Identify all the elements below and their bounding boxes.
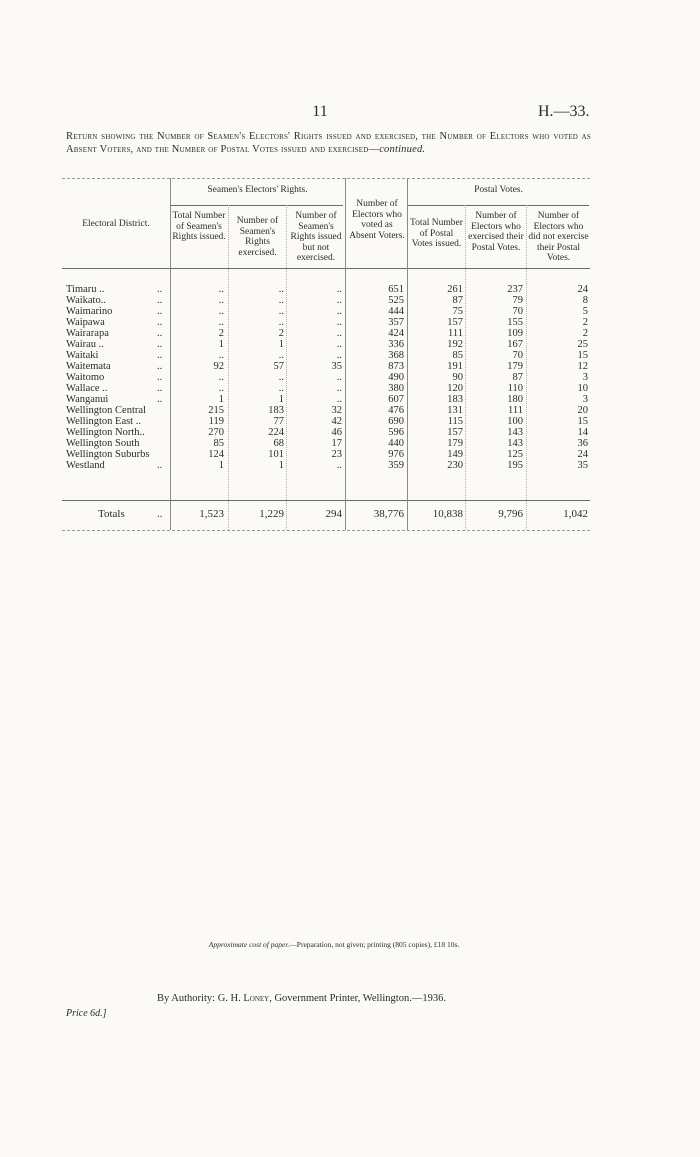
- leader-dots: ..: [157, 339, 163, 350]
- cell-rights-exercised: 183: [268, 405, 284, 416]
- leader-dots: ..: [157, 284, 163, 295]
- cell-rights-issued: 1: [218, 460, 224, 471]
- cell-absent-voters: 873: [388, 361, 404, 372]
- leader-dots: ..: [157, 460, 163, 471]
- cell-postal-exercised: 195: [507, 460, 523, 471]
- table-row: [62, 295, 590, 306]
- cell-postal-issued: 149: [447, 449, 463, 460]
- column-header-postal-issued: Total Number of Postal Votes issued.: [410, 218, 463, 249]
- district-name: Wellington South: [66, 438, 140, 449]
- cell-postal-not-exercised: 3: [582, 372, 588, 383]
- cell-postal-exercised: 179: [507, 361, 523, 372]
- document-reference: H.—33.: [538, 103, 590, 120]
- cost-note: [174, 940, 494, 949]
- cell-rights-issued: ..: [218, 350, 224, 361]
- cell-absent-voters: 525: [388, 295, 404, 306]
- cell-rights-issued: ..: [218, 295, 224, 306]
- cell-absent-voters: 490: [388, 372, 404, 383]
- leader-dots: ..: [157, 295, 163, 306]
- district-name: Waikato..: [66, 295, 106, 306]
- leader-dots: ..: [157, 317, 163, 328]
- district-name: Wanganui: [66, 394, 109, 405]
- cell-absent-voters: 336: [388, 339, 404, 350]
- cell-postal-exercised: 125: [507, 449, 523, 460]
- cell-rights-exercised: ..: [278, 306, 284, 317]
- table-row: [62, 372, 590, 383]
- cell-postal-issued: 131: [447, 405, 463, 416]
- cell-postal-not-exercised: 36: [577, 438, 588, 449]
- cell-postal-exercised: 143: [507, 427, 523, 438]
- cell-postal-not-exercised: 10: [577, 383, 588, 394]
- cell-rights-exercised: ..: [278, 284, 284, 295]
- cell-postal-not-exercised: 15: [577, 350, 588, 361]
- cell-rights-exercised: 1: [278, 394, 284, 405]
- cell-rights-not-exercised: ..: [336, 383, 342, 394]
- district-name: Waitemata: [66, 361, 111, 372]
- district-name: Waimarino: [66, 306, 113, 317]
- district-name: Waitomo: [66, 372, 105, 383]
- cell-rights-not-exercised: 42: [331, 416, 342, 427]
- cell-absent-voters: 976: [388, 449, 404, 460]
- cell-absent-voters: 651: [388, 284, 404, 295]
- district-name: Wallace ..: [66, 383, 108, 394]
- cell-rights-not-exercised: 17: [331, 438, 342, 449]
- cell-rights-not-exercised: ..: [336, 372, 342, 383]
- cell-rights-exercised: ..: [278, 372, 284, 383]
- cell-absent-voters: 476: [388, 405, 404, 416]
- leader-dots: ..: [157, 350, 163, 361]
- cell-rights-exercised: 101: [268, 449, 284, 460]
- cell-postal-not-exercised: 24: [577, 449, 588, 460]
- district-name: Westland: [66, 460, 105, 471]
- table-row: [62, 306, 590, 317]
- cell-postal-exercised: 180: [507, 394, 523, 405]
- leader-dots: ..: [157, 328, 163, 339]
- cell-postal-issued: 191: [447, 361, 463, 372]
- leader-dots: ..: [157, 361, 163, 372]
- leader-dots: ..: [157, 394, 163, 405]
- cell-rights-exercised: 77: [273, 416, 284, 427]
- cost-text: —Preparation, not given; printing (805 copies), £18 10s.: [289, 940, 460, 949]
- authority-line: [157, 993, 446, 1004]
- cell-postal-issued: 115: [447, 416, 463, 427]
- price-note: Price 6d.]: [66, 1008, 107, 1019]
- district-name: Waitaki: [66, 350, 99, 361]
- cell-absent-voters: 444: [388, 306, 404, 317]
- cell-rights-issued: ..: [218, 383, 224, 394]
- cell-postal-exercised: 79: [512, 295, 523, 306]
- cell-absent-voters: 357: [388, 317, 404, 328]
- cell-postal-issued: 179: [447, 438, 463, 449]
- table-row: [62, 361, 590, 372]
- authority-rest: Government Printer, Wellington.—1936.: [274, 993, 446, 1004]
- cell-rights-issued: 85: [213, 438, 224, 449]
- cell-rights-issued: 124: [208, 449, 224, 460]
- cell-absent-voters: 607: [388, 394, 404, 405]
- cell-postal-exercised: 143: [507, 438, 523, 449]
- district-name: Waipawa: [66, 317, 105, 328]
- authority-prefix: By Authority:: [157, 993, 216, 1004]
- total-rights-issued: 1,523: [199, 508, 224, 520]
- totals-label: Totals: [98, 508, 125, 520]
- cell-absent-voters: 368: [388, 350, 404, 361]
- cell-rights-issued: ..: [218, 317, 224, 328]
- cell-rights-not-exercised: 32: [331, 405, 342, 416]
- table-row: [62, 427, 590, 438]
- cell-rights-issued: 1: [218, 339, 224, 350]
- cell-postal-issued: 75: [452, 306, 463, 317]
- cell-rights-not-exercised: ..: [336, 284, 342, 295]
- totals-top-rule: [62, 500, 590, 501]
- table-row: [62, 383, 590, 394]
- total-postal-not-exercised: 1,042: [563, 508, 588, 520]
- cell-postal-exercised: 70: [512, 350, 523, 361]
- district-name: Wellington East ..: [66, 416, 141, 427]
- cell-rights-not-exercised: 46: [331, 427, 342, 438]
- table-row: [62, 449, 590, 460]
- cell-postal-not-exercised: 5: [582, 306, 588, 317]
- total-absent-voters: 38,776: [373, 508, 404, 520]
- cost-label: Approximate cost of paper.: [208, 940, 290, 949]
- cell-postal-not-exercised: 25: [577, 339, 588, 350]
- cell-postal-not-exercised: 8: [582, 295, 588, 306]
- cell-postal-not-exercised: 2: [582, 328, 588, 339]
- cell-postal-not-exercised: 12: [577, 361, 588, 372]
- results-table: [62, 178, 590, 530]
- cell-absent-voters: 359: [388, 460, 404, 471]
- table-bottom-rule: [62, 530, 590, 531]
- district-name: Timaru ..: [66, 284, 105, 295]
- cell-rights-exercised: ..: [278, 317, 284, 328]
- total-rights-exercised: 1,229: [259, 508, 284, 520]
- table-row: [62, 394, 590, 405]
- cell-rights-exercised: 68: [273, 438, 284, 449]
- cell-postal-not-exercised: 20: [577, 405, 588, 416]
- cell-rights-not-exercised: ..: [336, 339, 342, 350]
- totals-row: [62, 509, 590, 520]
- cell-rights-exercised: 2: [278, 328, 284, 339]
- cell-rights-issued: ..: [218, 372, 224, 383]
- cell-postal-exercised: 237: [507, 284, 523, 295]
- district-name: Wairau ..: [66, 339, 104, 350]
- cell-rights-exercised: ..: [278, 350, 284, 361]
- seamen-group-rule: [170, 205, 343, 206]
- cell-rights-not-exercised: ..: [336, 295, 342, 306]
- table-title: [66, 131, 591, 156]
- title-text: Return showing the Number of Seamen's Electors' Rights issued and exercised, the Number of Electors who voted as Absent Voters, and the Number of Postal Votes issued and exercised—: [66, 131, 591, 155]
- cell-rights-issued: 92: [213, 361, 224, 372]
- cell-postal-exercised: 109: [507, 328, 523, 339]
- cell-postal-issued: 87: [452, 295, 463, 306]
- page-number: 11: [312, 103, 328, 120]
- cell-rights-not-exercised: 23: [331, 449, 342, 460]
- cell-postal-not-exercised: 35: [577, 460, 588, 471]
- cell-rights-exercised: ..: [278, 295, 284, 306]
- cell-rights-exercised: 1: [278, 339, 284, 350]
- cell-rights-exercised: 57: [273, 361, 284, 372]
- group-header-postal: Postal Votes.: [474, 185, 523, 195]
- table-row: [62, 438, 590, 449]
- leader-dots: ..: [157, 508, 163, 520]
- cell-postal-not-exercised: 15: [577, 416, 588, 427]
- column-header-rights-exercised: Number of Seamen's Rights exercised.: [236, 216, 279, 258]
- cell-postal-not-exercised: 24: [577, 284, 588, 295]
- table-top-rule: [62, 178, 590, 179]
- column-header-postal-exercised: Number of Electors who exercised their Postal Votes.: [468, 211, 524, 253]
- district-name: Wellington Suburbs: [66, 449, 150, 460]
- leader-dots: ..: [157, 383, 163, 394]
- cell-postal-not-exercised: 14: [577, 427, 588, 438]
- column-header-rights-issued: Total Number of Seamen's Rights issued.: [172, 211, 226, 242]
- cell-rights-issued: 2: [218, 328, 224, 339]
- leader-dots: ..: [157, 372, 163, 383]
- cell-postal-issued: 90: [452, 372, 463, 383]
- cell-rights-not-exercised: ..: [336, 328, 342, 339]
- table-row: [62, 460, 590, 471]
- district-name: Wairarapa: [66, 328, 109, 339]
- title-continued: continued.: [379, 143, 426, 155]
- cell-rights-not-exercised: 35: [331, 361, 342, 372]
- cell-postal-exercised: 87: [512, 372, 523, 383]
- cell-postal-exercised: 110: [507, 383, 523, 394]
- cell-postal-issued: 183: [447, 394, 463, 405]
- cell-postal-issued: 192: [447, 339, 463, 350]
- total-postal-exercised: 9,796: [498, 508, 523, 520]
- district-name: Wellington North..: [66, 427, 145, 438]
- cell-postal-exercised: 155: [507, 317, 523, 328]
- cell-rights-issued: ..: [218, 306, 224, 317]
- table-row: [62, 339, 590, 350]
- cell-absent-voters: 380: [388, 383, 404, 394]
- cell-rights-issued: 215: [208, 405, 224, 416]
- cell-postal-not-exercised: 3: [582, 394, 588, 405]
- total-postal-issued: 10,838: [432, 508, 463, 520]
- postal-group-rule: [407, 205, 589, 206]
- total-rights-not-exercised: 294: [325, 508, 342, 520]
- cell-postal-issued: 157: [447, 317, 463, 328]
- cell-rights-not-exercised: ..: [336, 317, 342, 328]
- cell-postal-issued: 85: [452, 350, 463, 361]
- cell-postal-issued: 261: [447, 284, 463, 295]
- column-header-district: Electoral District.: [82, 219, 150, 229]
- cell-absent-voters: 424: [388, 328, 404, 339]
- cell-postal-issued: 230: [447, 460, 463, 471]
- column-header-absent-voters: Number of Electors who voted as Absent Voters.: [349, 199, 405, 241]
- cell-postal-exercised: 167: [507, 339, 523, 350]
- cell-rights-exercised: 224: [268, 427, 284, 438]
- cell-rights-exercised: 1: [278, 460, 284, 471]
- cell-postal-not-exercised: 2: [582, 317, 588, 328]
- cell-absent-voters: 596: [388, 427, 404, 438]
- leader-dots: ..: [157, 306, 163, 317]
- cell-rights-not-exercised: ..: [336, 350, 342, 361]
- printer-name: G. H. Loney,: [217, 993, 272, 1004]
- cell-absent-voters: 690: [388, 416, 404, 427]
- column-header-rights-not-exercised: Number of Seamen's Rights issued but not exercised.: [290, 211, 342, 263]
- column-header-postal-not-exercised: Number of Electors who did not exercise their Postal Votes.: [528, 211, 589, 263]
- cell-postal-exercised: 70: [512, 306, 523, 317]
- cell-rights-not-exercised: ..: [336, 394, 342, 405]
- cell-rights-exercised: ..: [278, 383, 284, 394]
- table-row: [62, 328, 590, 339]
- cell-postal-issued: 111: [448, 328, 463, 339]
- cell-rights-issued: 119: [208, 416, 224, 427]
- cell-postal-exercised: 111: [508, 405, 523, 416]
- group-header-seamen: Seamen's Electors' Rights.: [207, 185, 308, 195]
- cell-absent-voters: 440: [388, 438, 404, 449]
- cell-rights-issued: ..: [218, 284, 224, 295]
- cell-rights-not-exercised: ..: [336, 306, 342, 317]
- table-row: [62, 416, 590, 427]
- cell-rights-issued: 1: [218, 394, 224, 405]
- cell-postal-issued: 120: [447, 383, 463, 394]
- cell-postal-exercised: 100: [507, 416, 523, 427]
- cell-rights-issued: 270: [208, 427, 224, 438]
- district-name: Wellington Central: [66, 405, 146, 416]
- table-row: [62, 284, 590, 295]
- cell-postal-issued: 157: [447, 427, 463, 438]
- table-row: [62, 405, 590, 416]
- table-row: [62, 317, 590, 328]
- table-row: [62, 350, 590, 361]
- header-bottom-rule: [62, 268, 590, 269]
- cell-rights-not-exercised: ..: [336, 460, 342, 471]
